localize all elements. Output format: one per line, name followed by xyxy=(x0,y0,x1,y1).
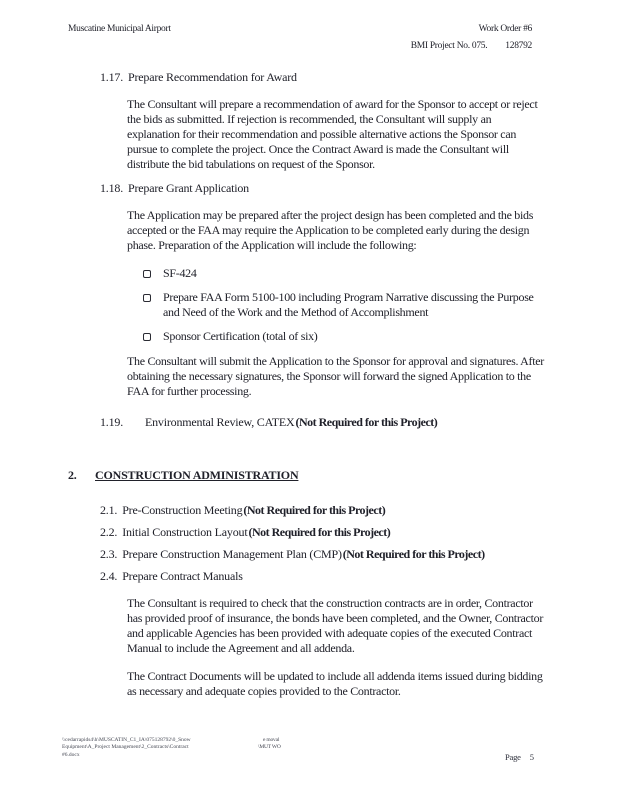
header-project-line xyxy=(411,41,532,51)
heading-2-4 xyxy=(100,569,618,584)
heading-2-3-bold-note: (Not Required for this Project) xyxy=(342,547,485,561)
heading-1-17-title: Prepare Recommendation for Award xyxy=(128,70,297,84)
heading-2-1-number: 2.1. xyxy=(100,503,118,517)
document-body xyxy=(0,65,618,699)
paragraph-2-4-second: The Contract Documents will be updated to include all addenda items issued during bidding as necessary and adequate copies provided to the Contractor. xyxy=(127,669,543,698)
footer-page-label: Page xyxy=(505,752,521,762)
bullet-marker-icon xyxy=(143,270,151,278)
footer-page-number xyxy=(505,752,534,762)
footer-fragment-text xyxy=(258,737,281,752)
header-client-name: Muscatine Municipal Airport xyxy=(68,24,171,34)
heading-2-2-title: Initial Construction Layout xyxy=(122,525,248,539)
bullet-list xyxy=(0,266,618,344)
heading-2-2-bold-note: (Not Required for this Project) xyxy=(248,525,391,539)
heading-2-2-number: 2.2. xyxy=(100,525,118,539)
header-right-block xyxy=(411,24,532,51)
heading-2-3 xyxy=(100,547,618,562)
header-project-suffix: 128792 xyxy=(505,41,532,51)
footer-path-line-3: #6.docx xyxy=(62,751,80,758)
heading-1-18-number: 1.18. xyxy=(100,181,124,195)
heading-1-17 xyxy=(100,70,618,85)
section-2-number: 2. xyxy=(68,468,77,482)
header-project-no: BMI Project No. 075. xyxy=(410,41,488,51)
heading-section-2 xyxy=(68,468,618,483)
heading-1-19-bold-note: (Not Required for this Project) xyxy=(295,415,438,429)
heading-2-2 xyxy=(100,525,618,540)
paragraph-1-17: The Consultant will prepare a recommendation of award for the Sponsor to accept or reject the bids as submitted. If rejection is recommended, the Consultant will supply an explanation for their recommendation and possible alternative actions the Sponsor can pursue to complete the project. Once the Contract Award is made the Consultant will distribute the bid tabulations on request of the Sponsor. xyxy=(127,97,538,171)
paragraph-2-4-first: The Consultant is required to check that the construction contracts are in order, Contractor has provided proof of insurance, the bonds have been completed, and the Owner, Contractor and applicable Agencies has been provided with adequate copies of the executed Contract Manual to include the Agreement and all addenda. xyxy=(127,596,544,655)
bullet-item-text: Prepare FAA Form 5100-100 including Program Narrative discussing the Purpose and Need of the Work and the Method of Accomplishment xyxy=(163,290,534,319)
bullet-item-text: SF-424 xyxy=(163,266,197,280)
heading-2-1-bold-note: (Not Required for this Project) xyxy=(243,503,386,517)
heading-2-4-number: 2.4. xyxy=(100,569,118,583)
heading-1-19 xyxy=(100,415,618,430)
bullet-marker-icon xyxy=(143,294,151,302)
footer-fragment-line-2: \MUT WO xyxy=(258,744,281,751)
heading-1-19-title: Environmental Review, CATEX xyxy=(145,415,295,429)
heading-2-3-number: 2.3. xyxy=(100,547,118,561)
heading-1-17-number: 1.17. xyxy=(100,70,124,84)
bullet-marker-icon xyxy=(143,333,151,341)
footer-fragment-line-1: e moval xyxy=(263,737,280,743)
heading-1-19-number: 1.19. xyxy=(100,415,124,429)
bullet-item-sponsor-cert xyxy=(143,329,545,344)
heading-2-1-title: Pre-Construction Meeting xyxy=(122,503,243,517)
bullet-item-faa-form xyxy=(143,290,545,320)
footer-path-line-2: Equipment\A_Project Management\2_Contracts\Contract xyxy=(62,744,189,751)
bullet-item-sf424 xyxy=(143,266,545,281)
bullet-item-text: Sponsor Certification (total of six) xyxy=(163,329,318,343)
footer-file-path xyxy=(62,737,267,759)
heading-2-4-title: Prepare Contract Manuals xyxy=(122,569,243,583)
header-work-order: Work Order #6 xyxy=(478,24,532,34)
paragraph-1-18-after: The Consultant will submit the Application to the Sponsor for approval and signatures. After obtaining the necessary signatures, the Sponsor will forward the signed Application to the FAA for further processing. xyxy=(127,354,544,398)
heading-1-18-title: Prepare Grant Application xyxy=(128,181,249,195)
footer-path-line-1: \\cedarrapids4\h\MUSCATIN_C1_IA\075128792\0_Snow xyxy=(62,737,191,743)
heading-2-3-title: Prepare Construction Management Plan (CMP) xyxy=(122,547,342,561)
heading-2-1 xyxy=(100,503,618,518)
section-2-title: CONSTRUCTION ADMINISTRATION xyxy=(95,468,299,482)
footer-page-value: 5 xyxy=(529,752,534,762)
paragraph-1-18: The Application may be prepared after the project design has been completed and the bids accepted or the FAA may require the Application to be completed early during the design phase. Preparation of the Application will include the following: xyxy=(127,208,534,252)
heading-1-18 xyxy=(100,181,618,196)
